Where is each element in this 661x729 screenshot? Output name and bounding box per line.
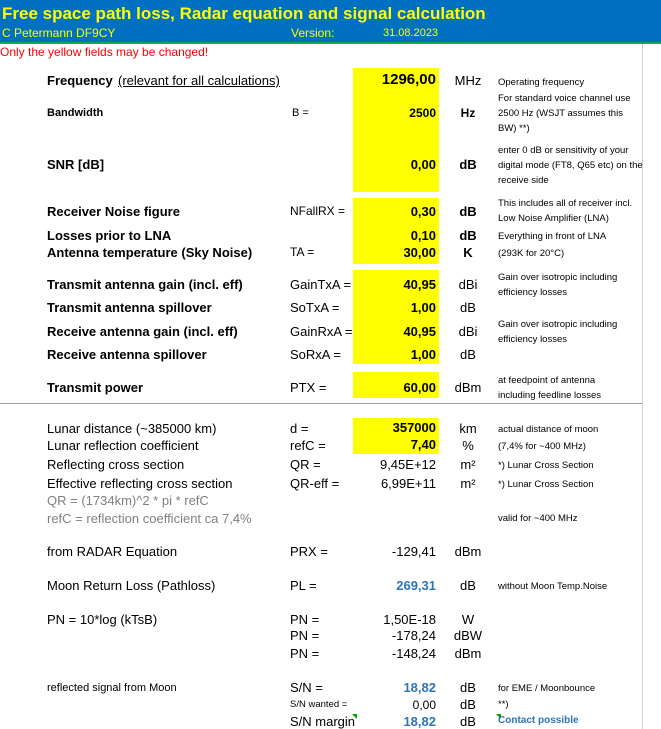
snr-label: SNR [dB] <box>47 157 105 172</box>
bandwidth-symbol: B = <box>292 107 309 119</box>
pathloss-label: Moon Return Loss (Pathloss) <box>47 578 216 593</box>
tx-power-symbol: PTX = <box>290 380 327 395</box>
comment-cross-section: *) Lunar Cross Section <box>498 460 594 471</box>
pn-dbm-value: -148,24 <box>391 646 436 661</box>
pathloss-symbol: PL = <box>290 578 317 593</box>
snr-input[interactable]: 0,00 <box>410 157 436 172</box>
comment-power: at feedpoint of antenna including feedline losses <box>498 375 601 401</box>
lunar-distance-unit: km <box>459 421 477 436</box>
tx-gain-input[interactable]: 40,95 <box>403 277 436 292</box>
lunar-reflection-symbol: refC = <box>290 438 326 453</box>
lunar-distance-symbol: d = <box>290 421 309 436</box>
version-date: 31.08.2023 <box>383 27 439 39</box>
section-divider <box>0 403 642 404</box>
sn-wanted-symbol: S/N wanted = <box>290 699 348 710</box>
antenna-temp-input[interactable]: 30,00 <box>403 245 436 260</box>
tx-spillover-label: Transmit antenna spillover <box>47 300 212 315</box>
reflecting-cs-unit: m² <box>460 457 476 472</box>
rx-spillover-symbol: SoRxA = <box>290 347 341 362</box>
antenna-temp-label: Antenna temperature (Sky Noise) <box>47 245 253 260</box>
lunar-reflection-input[interactable]: 7,40 <box>410 437 436 452</box>
sn-margin-value: 18,82 <box>403 714 436 729</box>
pn-w-value: 1,50E-18 <box>383 612 436 627</box>
comment-pathloss: without Moon Temp.Noise <box>498 581 608 592</box>
rx-gain-symbol: GainRxA = <box>290 324 353 339</box>
effective-cs-symbol: QR-eff = <box>290 476 340 491</box>
comment-noise-figure: This includes all of receiver incl. Low Noise Amplifier (LNA) <box>498 198 633 224</box>
losses-lna-unit: dB <box>459 228 477 243</box>
sn-symbol: S/N = <box>290 680 323 695</box>
frequency-note: (relevant for all calculations) <box>118 73 280 88</box>
comment-frequency: Operating frequency <box>498 77 585 88</box>
comment-tx-gain: Gain over isotropic including efficiency losses <box>498 272 618 298</box>
antenna-temp-symbol: TA = <box>290 245 315 259</box>
comment-snr: enter 0 dB or sensitivity of your digital mode (FT8, Q65 etc) on the receive side <box>498 145 643 186</box>
tx-gain-label: Transmit antenna gain (incl. eff) <box>47 277 243 292</box>
sn-margin-symbol: S/N margin <box>290 714 356 729</box>
sn-wanted-unit: dB <box>460 697 476 712</box>
noise-figure-unit: dB <box>459 204 477 219</box>
comment-rx-gain: Gain over isotropic including efficiency losses <box>498 319 618 345</box>
version-label: Version: <box>291 26 335 40</box>
comment-distance: actual distance of moon <box>498 424 599 435</box>
pathloss-value: 269,31 <box>396 578 436 593</box>
pn-w-symbol: PN = <box>290 612 320 627</box>
refc-formula: refC = reflection coefficient ca 7,4% <box>47 511 252 526</box>
pathloss-unit: dB <box>460 578 476 593</box>
tx-spillover-symbol: SoTxA = <box>290 300 340 315</box>
pn-dbm-symbol: PN = <box>290 646 320 661</box>
sheet-title: Free space path loss, Radar equation and signal calculation <box>2 4 486 23</box>
sn-wanted-value: 0,00 <box>412 698 436 712</box>
comment-stars: **) <box>498 699 509 710</box>
bandwidth-input[interactable]: 2500 <box>409 106 436 120</box>
tx-power-input[interactable]: 60,00 <box>403 380 436 395</box>
noise-figure-input[interactable]: 0,30 <box>410 204 436 219</box>
bandwidth-label: Bandwidth <box>47 107 104 119</box>
lunar-reflection-unit: % <box>462 438 474 453</box>
sn-unit: dB <box>460 680 476 695</box>
lunar-distance-label: Lunar distance (~385000 km) <box>47 421 217 436</box>
rx-gain-unit: dBi <box>458 324 478 339</box>
comment-reflection: (7,4% for ~400 MHz) <box>498 441 586 452</box>
comment-eff-cross-section: *) Lunar Cross Section <box>498 479 594 490</box>
sn-margin-unit: dB <box>460 714 476 729</box>
edit-notice: Only the yellow fields may be changed! <box>0 45 209 59</box>
noise-figure-symbol: NFallRX = <box>290 204 346 218</box>
sn-value: 18,82 <box>403 680 436 695</box>
tx-gain-unit: dBi <box>458 277 478 292</box>
reflecting-cs-symbol: QR = <box>290 457 321 472</box>
tx-gain-symbol: GainTxA = <box>290 277 352 292</box>
radar-unit: dBm <box>454 544 482 559</box>
bandwidth-unit: Hz <box>460 106 476 120</box>
effective-cs-value: 6,99E+11 <box>380 476 436 491</box>
frequency-input[interactable]: 1296,00 <box>381 71 436 88</box>
radar-symbol: PRX = <box>290 544 328 559</box>
comment-valid: valid for ~400 MHz <box>498 513 578 524</box>
reflected-label: reflected signal from Moon <box>47 682 177 694</box>
frequency-unit: MHz <box>454 73 482 88</box>
effective-cs-unit: m² <box>460 476 476 491</box>
radar-label: from RADAR Equation <box>47 544 178 559</box>
comment-lna: Everything in front of LNA <box>498 231 607 242</box>
pn-w-unit: W <box>461 612 475 627</box>
comment-temp: (293K for 20°C) <box>498 248 565 259</box>
antenna-temp-unit: K <box>463 245 473 260</box>
tx-power-unit: dBm <box>454 380 482 395</box>
rx-spillover-label: Receive antenna spillover <box>47 347 207 362</box>
comment-eme: for EME / Moonbounce <box>498 683 596 694</box>
pn-dbw-value: -178,24 <box>391 628 436 643</box>
rx-spillover-input[interactable]: 1,00 <box>410 347 436 362</box>
losses-lna-input[interactable]: 0,10 <box>410 228 436 243</box>
effective-cs-label: Effective reflecting cross section <box>47 476 233 491</box>
rx-spillover-unit: dB <box>460 347 476 362</box>
noise-figure-label: Receiver Noise figure <box>47 204 180 219</box>
losses-lna-label: Losses prior to LNA <box>47 228 172 243</box>
lunar-reflection-label: Lunar reflection coefficient <box>47 438 199 453</box>
comment-bandwidth: For standard voice channel use 2500 Hz (WSJT assumes this BW) **) <box>498 93 631 134</box>
pn-dbw-symbol: PN = <box>290 628 320 643</box>
qr-formula: QR = (1734km)^2 * pi * refC <box>47 493 209 508</box>
reflecting-cs-value: 9,45E+12 <box>379 457 436 472</box>
reflecting-cs-label: Reflecting cross section <box>47 457 185 472</box>
rx-gain-input[interactable]: 40,95 <box>403 324 436 339</box>
pn-formula-label: PN = 10*log (kTsB) <box>47 612 158 627</box>
pn-dbm-unit: dBm <box>454 646 482 661</box>
tx-spillover-unit: dB <box>460 300 476 315</box>
frequency-label: Frequency <box>47 73 113 88</box>
contact-status: Contact possible <box>498 715 579 726</box>
tx-spillover-input[interactable]: 1,00 <box>410 300 436 315</box>
tx-power-label: Transmit power <box>47 380 144 395</box>
lunar-distance-input[interactable]: 357000 <box>392 420 436 435</box>
snr-unit: dB <box>459 157 477 172</box>
rx-gain-label: Receive antenna gain (incl. eff) <box>47 324 238 339</box>
radar-value: -129,41 <box>391 544 436 559</box>
pn-dbw-unit: dBW <box>453 628 483 643</box>
title-bar <box>0 0 661 44</box>
author: C Petermann DF9CY <box>2 26 116 40</box>
